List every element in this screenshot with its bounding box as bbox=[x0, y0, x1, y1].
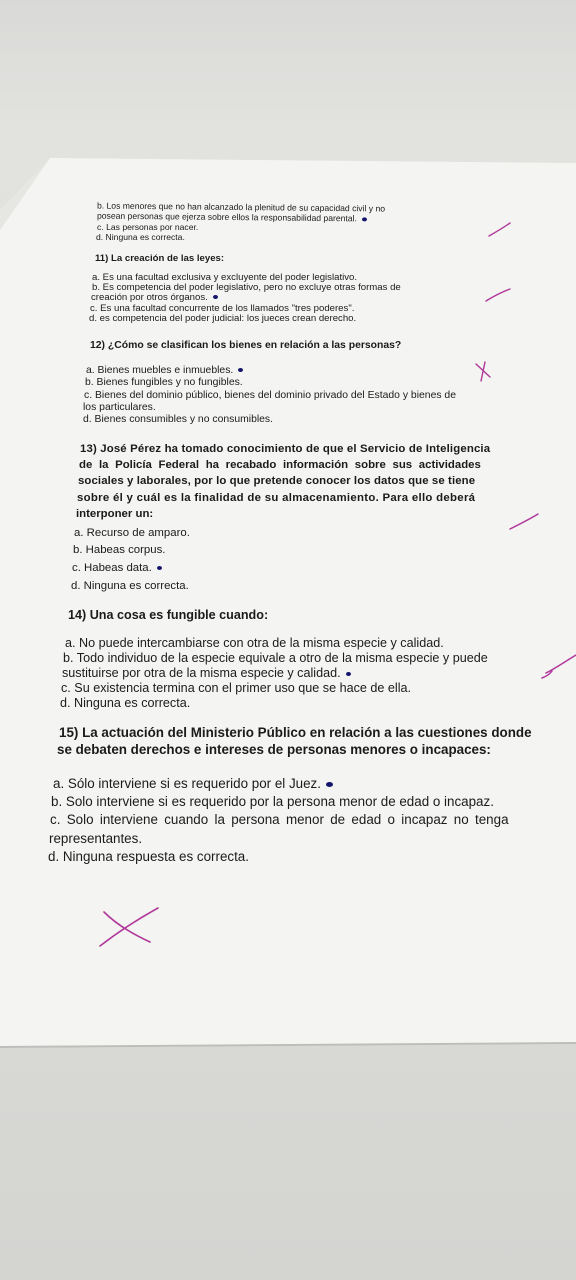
q14-option-c: c. Su existencia termina con el primer uso que se hace de ella. bbox=[61, 681, 412, 695]
q11-option-d: d. es competencia del poder judicial: los jueces crean derecho. bbox=[89, 313, 357, 324]
answer-dot-icon bbox=[346, 672, 351, 676]
q15-option-c-line1: c. Solo interviene cuando la persona menor de edad o incapaz no tenga bbox=[50, 812, 509, 827]
q11-option-a: a. Es una facultad exclusiva y excluyente del poder legislativo. bbox=[92, 272, 358, 283]
q12-option-b: b. Bienes fungibles y no fungibles. bbox=[85, 377, 243, 388]
q13-stem-line3: sociales y laborales, por lo que pretende conocer los datos que se tiene bbox=[78, 475, 476, 487]
q13-option-d: d. Ninguna es correcta. bbox=[71, 580, 189, 592]
answer-dot-icon bbox=[326, 782, 333, 787]
q13-option-c: c. Habeas data. bbox=[72, 562, 162, 574]
q14-option-a: a. No puede intercambiarse con otra de la misma especie y calidad. bbox=[65, 636, 444, 650]
q13-stem-line1: 13) José Pérez ha tomado conocimiento de que el Servicio de Inteligencia bbox=[80, 443, 491, 455]
q11-title: 11) La creación de las leyes: bbox=[95, 253, 225, 264]
q10-option-b-line1: b. Los menores que no han alcanzado la plenitud de su capacidad civil y no bbox=[96, 200, 386, 214]
q10-option-d: d. Ninguna es correcta. bbox=[96, 232, 185, 242]
q12-option-c-line2: los particulares. bbox=[83, 402, 156, 413]
q15-option-d: d. Ninguna respuesta es correcta. bbox=[48, 849, 249, 864]
q11-option-b-line1: b. Es competencia del poder legislativo, pero no excluye otras formas de bbox=[92, 282, 401, 293]
q15-option-b: b. Solo interviene si es requerido por la persona menor de edad o incapaz. bbox=[51, 794, 494, 809]
q11-option-b-line2: creación por otros órganos. bbox=[91, 292, 218, 303]
q14-option-d: d. Ninguna es correcta. bbox=[60, 696, 191, 710]
q14-option-b-line2: sustituirse por otra de la misma especie y calidad. bbox=[62, 666, 351, 680]
q14-title: 14) Una cosa es fungible cuando: bbox=[68, 608, 269, 622]
answer-dot-icon bbox=[213, 295, 218, 299]
answer-dot-icon bbox=[157, 566, 162, 570]
q11-option-c: c. Es una facultad concurrente de los llamados "tres poderes". bbox=[90, 303, 355, 314]
q15-stem-line2: se debaten derechos e intereses de personas menores o incapaces: bbox=[57, 742, 491, 757]
q13-option-a: a. Recurso de amparo. bbox=[74, 527, 190, 539]
q12-option-c-line1: c. Bienes del dominio público, bienes del dominio privado del Estado y bienes de bbox=[84, 390, 456, 401]
q15-option-c-line2: representantes. bbox=[49, 831, 143, 846]
q12-title: 12) ¿Cómo se clasifican los bienes en relación a las personas? bbox=[90, 340, 402, 351]
q15-option-a: a. Sólo interviene si es requerido por el Juez. bbox=[53, 776, 333, 791]
q14-option-b-line1: b. Todo individuo de la especie equivale a otro de la misma especie y puede bbox=[63, 651, 488, 665]
q13-stem-line2: de la Policía Federal ha recabado información sobre sus actividades bbox=[79, 459, 481, 471]
q12-option-d: d. Bienes consumibles y no consumibles. bbox=[83, 414, 274, 425]
q12-option-a: a. Bienes muebles e inmuebles. bbox=[86, 365, 243, 376]
q10-option-b-line2: posean personas que ejerza sobre ellos la responsabilidad parental. bbox=[97, 211, 367, 224]
q13-option-b: b. Habeas corpus. bbox=[73, 544, 166, 556]
q15-stem-line1: 15) La actuación del Ministerio Público en relación a las cuestiones donde bbox=[59, 725, 532, 740]
q13-stem-line5: interponer un: bbox=[76, 508, 154, 520]
q13-stem-line4: sobre él y cuál es la finalidad de su almacenamiento. Para ello deberá bbox=[77, 492, 476, 504]
answer-dot-icon bbox=[362, 217, 367, 221]
q10-option-c: c. Las personas por nacer. bbox=[97, 222, 199, 232]
answer-dot-icon bbox=[238, 368, 243, 372]
